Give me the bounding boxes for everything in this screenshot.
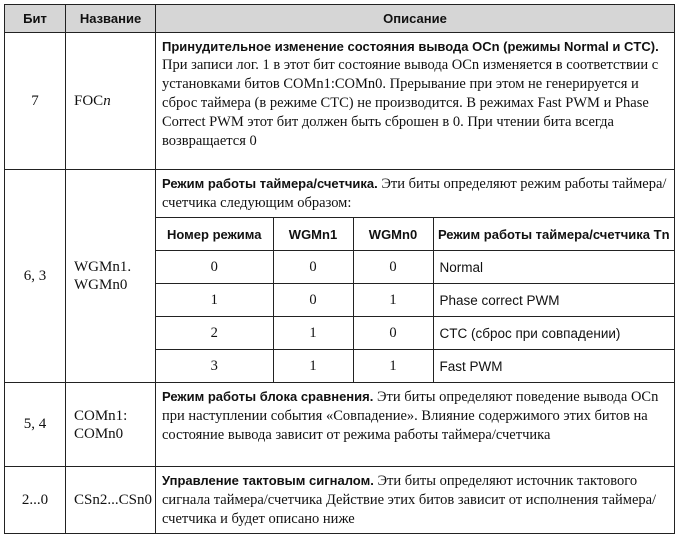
header-description: Описание: [156, 5, 675, 33]
name-line-2: COMn0: [74, 425, 124, 442]
mode-subtable: [156, 217, 674, 382]
header-bit: Бит: [5, 5, 66, 33]
subtable-row: [156, 317, 674, 350]
description-cell: [156, 170, 675, 383]
header-name: Название: [66, 5, 156, 33]
description-title: Принудительное изменение состояния вывода OCn (режимы Normal и CTC).: [162, 39, 659, 54]
description-title: Управление тактовым сигналом.: [162, 473, 374, 488]
subtable-cell: CTC (сброс при совпадении): [433, 317, 674, 350]
description-text: При записи лог. 1 в этот бит состояние вывода OCn изменяется в соответствии с установками битов COMn1:COMn0. Прерывание при этом не генерируется и сброс таймера (в режиме CTC) не производится. В режимах Fast PWM и Phase Correct PWM этот бит должен быть сброшен в 0. При чтении бита всегда возвращается 0: [162, 57, 659, 149]
table-row: [5, 170, 675, 383]
table-row: [5, 33, 675, 170]
description-title: Режим работы таймера/счетчика.: [162, 176, 378, 191]
subtable-cell: Fast PWM: [433, 350, 674, 383]
subtable-cell: 0: [353, 251, 433, 284]
subtable-cell: 1: [353, 350, 433, 383]
subtable-cell: 0: [273, 284, 353, 317]
register-bits-table: [4, 4, 675, 534]
name-line-1: CSn2...CSn0: [74, 492, 152, 508]
subtable-cell: 3: [156, 350, 273, 383]
name-cell: [66, 383, 156, 467]
table-row: [5, 467, 675, 534]
name-line-1: COMn1:: [74, 407, 128, 424]
subtable-cell: 0: [156, 251, 273, 284]
subtable-header: Режим работы таймера/счетчика Tn: [433, 218, 674, 251]
subtable-cell: 1: [156, 284, 273, 317]
description-cell: [156, 33, 675, 170]
subtable-cell: 2: [156, 317, 273, 350]
subtable-cell: 0: [353, 317, 433, 350]
subtable-cell: 0: [273, 251, 353, 284]
subtable-header: Номер режима: [156, 218, 273, 251]
description-paragraph: [162, 174, 668, 213]
subtable-row: [156, 350, 674, 383]
name-line-1: WGMn1.: [74, 259, 132, 275]
subtable-header-row: [156, 218, 674, 251]
subtable-cell: 1: [273, 350, 353, 383]
bit-cell: 6, 3: [5, 170, 66, 383]
subtable-cell: 1: [353, 284, 433, 317]
description-cell: [156, 467, 675, 534]
table-row: [5, 383, 675, 467]
subtable-cell: Normal: [433, 251, 674, 284]
name-line-2: WGMn0: [74, 277, 128, 293]
subtable-row: [156, 284, 674, 317]
name-text-italic: n: [103, 93, 111, 109]
description-text: Эти биты определяют поведение вывода OCn при наступлении события «Совпадение». Влияние содержимого этих битов на состояние вывода зависит от режима работы таймера/счетчика: [162, 389, 659, 443]
subtable-header: WGMn1: [273, 218, 353, 251]
name-cell: [66, 33, 156, 170]
description-cell: [156, 383, 675, 467]
description-paragraph: [162, 387, 668, 445]
bit-cell: 5, 4: [5, 383, 66, 467]
description-text: Эти биты определяют источник тактового сигнала таймера/счетчика Действие этих битов зависит от исполнения таймера/счетчика и будет описано ниже: [162, 473, 657, 527]
subtable-header: WGMn0: [353, 218, 433, 251]
subtable-cell: 1: [273, 317, 353, 350]
bit-cell: 2...0: [5, 467, 66, 534]
description-title: Режим работы блока сравнения.: [162, 389, 374, 404]
header-row: [5, 5, 675, 33]
subtable-row: [156, 251, 674, 284]
description-paragraph: [162, 471, 668, 529]
subtable-cell: Phase correct PWM: [433, 284, 674, 317]
name-cell: [66, 467, 156, 534]
description-text: Эти биты определяют режим работы таймера/счетчика следующим образом:: [162, 176, 667, 211]
name-text: FOC: [74, 93, 104, 109]
name-cell: [66, 170, 156, 383]
bit-cell: 7: [5, 33, 66, 170]
